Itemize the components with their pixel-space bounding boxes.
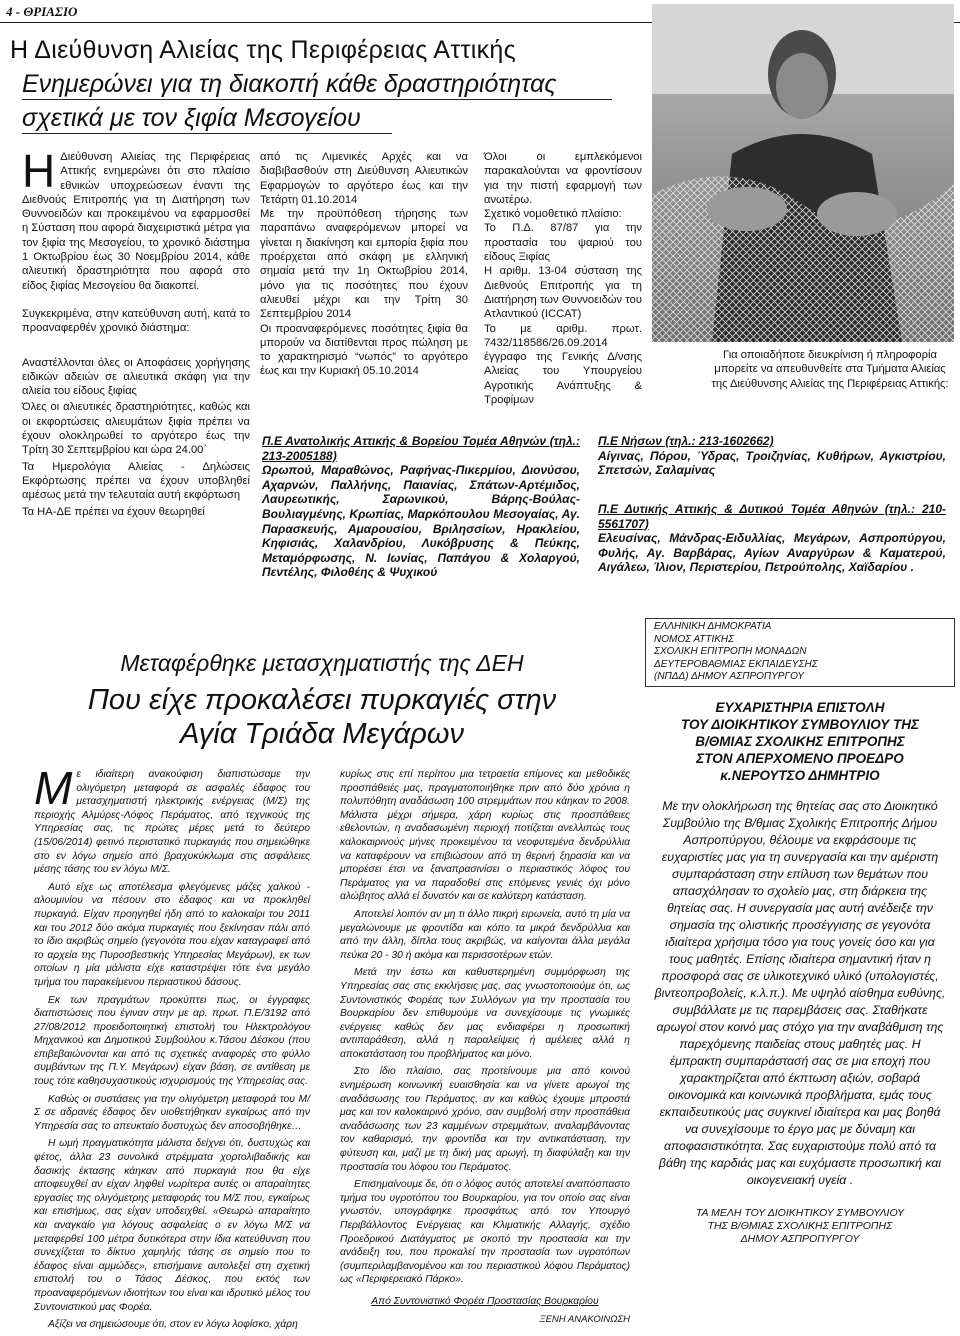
paragraph: Το με αριθμ. πρωτ. 7432/118586/26.09.2014 έγγραφο της Γενικής Δ/νσης Αλιείας του Υπουργείου Αγροτικής Ανάπτυξης & Τροφίμων xyxy=(484,322,642,407)
address-line: ΣΧΟΛΙΚΗ ΕΠΙΤΡΟΠΗ ΜΟΝΑΔΩΝ xyxy=(654,646,807,657)
signature-line: ΤΑ ΜΕΛΗ ΤΟΥ ΔΙΟΙΚΗΤΙΚΟΥ ΣΥΜΒΟΥΛΙΟΥ xyxy=(695,1206,905,1219)
paragraph: Όλες οι αλιευτικές δραστηριότητες, καθώς και οι εκφορτώσεις αλιευμάτων ξιφία πρέπει να έχουν ολοκληρωθεί το αργότερο έως την Τρίτη 30 Σεπτεμβρίου και ώρα 24.00΄ xyxy=(22,401,250,457)
letter-signature xyxy=(645,1207,955,1246)
dept-west xyxy=(598,502,946,575)
article2-kicker: Μεταφέρθηκε μετασχηματιστής της ΔΕΗ xyxy=(120,650,524,676)
address-line: ΕΛΛΗΝΙΚΗ ΔΗΜΟΚΡΑΤΙΑ xyxy=(654,621,772,632)
paragraph: Τα Ημερολόγια Αλιείας - Δηλώσεις Εκφόρτωσης πρέπει να έχουν υποβληθεί αμέσως μετά την τελευταία αυτή εκφόρτωση xyxy=(22,460,250,502)
paragraph: Για οποιαδήποτε διευκρίνιση ή πληροφορία μπορείτε να απευθυνθείτε στα Τμήματα Αλιείας της Διεύθυνσης Αλιείας της Περιφέρειας Αττικής: xyxy=(711,349,949,390)
dept-islands xyxy=(598,434,946,478)
paragraph: Σχετικό νομοθετικό πλαίσιο: xyxy=(484,208,622,221)
source-note: ΞΕΝΗ ΑΝΑΚΟΙΝΩΣΗ xyxy=(539,1313,630,1325)
paragraph: Οι προαναφερόμενες ποσότητες ξιφία θα μπορούν να διατίθενται προς πώληση με το χαρακτηρισμό “νωπός” το αργότερο έως και την Κυριακή 05.10.2014 xyxy=(260,322,468,378)
address-line: (ΝΠΔΔ) ΔΗΜΟΥ ΑΣΠΡΟΠΥΡΓΟΥ xyxy=(654,671,805,682)
letter-title xyxy=(645,699,955,784)
article1-column-1 xyxy=(22,145,250,527)
address-line: ΝΟΜΟΣ ΑΤΤΙΚΗΣ xyxy=(654,633,735,645)
fisherman-photo xyxy=(652,4,954,342)
article1-title: Η Διεύθυνση Αλιείας της Περιφέρειας Αττικής xyxy=(10,36,516,64)
article2-column-1 xyxy=(34,762,310,1336)
paragraph: Αυτό είχε ως αποτέλεσμα φλεγόμενες μάζες χαλκού - αλουμινίου να πέσουν στο έδαφος και να προκληθεί πυρκαγιά. Είχαν προηγηθεί ήδη από το καλοκαίρι του 2011 και του 2012 δύο ακόμα πυρκαγιές που ξεκίνησαν πάλι από το ίδιο ακριβώς σημείο (γεγονότα που είχαν καταγραφεί από το αρχεία της Πυροσβεστικής Υπηρεσίας Μεγάρων), εκ των οποίων η μία μάλιστα είχε καταστρέψει τότε ένα μεγάλο τμήμα του παρακείμενου περιαστικού δάσους. xyxy=(34,881,310,988)
article1-column-3 xyxy=(484,150,642,407)
dept-islands-areas: Αίγινας, Πόρου, Ύδρας, Τροιζηνίας, Κυθήρων, Αγκιστρίου, Σπετσών, Σαλαμίνας xyxy=(598,448,946,478)
dept-east-title: Π.Ε Ανατολικής Αττικής & Βορείου Τομέα Αθηνών (τηλ.: 213-2005188) xyxy=(262,434,580,463)
paragraph: Μετά την έστω και καθυστερημένη συμμόρφωση της Υπηρεσίας σας στις εκκλήσεις μας, σας γνωστοποιούμε ότι, ως Συντονιστικός Φορέας των Συλλόγων για την προστασία του Βουρκαρίου δεν επιθυμούμε να συνεχίσουμε τις γνωμικές ενέργειες καθώς δεν μας ενδιαφέρει η προσωπική αντιπαράθεση, αλλά η παραλείψεις ή αμέλειες αλλά η αποκατάσταση του προβλήματος και μόνο. xyxy=(340,967,630,1060)
article2-title xyxy=(12,683,632,751)
paragraph: Όλοι οι εμπλεκόμενοι παρακαλούνται να φροντίσουν για την πιστή εφαρμογή των ανωτέρω. xyxy=(484,151,642,206)
fisherman-illustration xyxy=(652,4,954,342)
article2-title-line-2: Αγία Τριάδα Μεγάρων xyxy=(179,718,464,750)
signature-line: ΤΗΣ Β/ΘΜΙΑΣ ΣΧΟΛΙΚΗΣ ΕΠΙΤΡΟΠΗΣ xyxy=(707,1219,893,1232)
drop-cap: Μ xyxy=(34,762,73,814)
dept-east-areas: Ωρωπού, Μαραθώνος, Ραφήνας-Πικερμίου, Διονύσου, Αχαρνών, Παλλήνης, Παιανίας, Σπάτων-Αρτέμιδος, Λαυρεωτικής, Σαρωνικού, Βάρης-Βούλας-Βουλιαγμένης, Κρωπίας, Μαρκόπουλου Μεσογαίας, Αγ. Παρασκευής, Αμαρουσίου, Βριλησσίων, Ηρακλείου, Κηφισιάς, Χαλανδρίου, Λυκόβρυσης & Πεύκης, Μεταμόρφωσης, Ν. Ιωνίας, Παπάγου & Χολαργού, Πεντέλης, Φιλοθέης & Ψυχικού xyxy=(262,463,580,580)
paragraph: Διεύθυνση Αλιείας της Περιφέρειας Αττικής ενημερώνει ότι στο πλαίσιο εθνικών υποχρεώσεων έναντι της Διεθνούς Επιτροπής για τη Διατήρηση των Θυννοειδών και προκειμένου να εφαρμοσθεί η Σύσταση που αφορά διαχειριστικά μέτρα για τον ξιφία της Μεσογείου, το χρονικό διάστημα 1 Οκτωβρίου έως 30 Νοεμβρίου 2014, κάθε αλιευτική δραστηριότητα που αφορά στο είδος ξιφίας Μεσογείου θα διακοπεί. xyxy=(22,151,250,292)
thank-you-letter xyxy=(645,618,955,1246)
paragraph: Αξίζει να σημειώσουμε ότι, στον εν λόγω λοφίσκο, χάρη xyxy=(48,1319,298,1331)
paragraph: Καθώς οι συστάσεις για την ολιγόμετρη μεταφορά του Μ/Σ σε αδρανές έδαφος δεν υιοθετήθηκαν εγκαίρως από την Υπηρεσία σας το απευκταίο δυστυχώς δεν αποσοβήθηκε… xyxy=(34,1093,310,1132)
article1-subtitle-1: Ενημερώνει για τη διακοπή κάθε δραστηριότητας xyxy=(22,70,612,100)
paragraph: Με την προϋπόθεση τήρησης των παραπάνω αναφερόμενων μπορεί να γίνεται η διακίνηση και εμπορία ξιφία που προέρχεται από σκάφη με ελληνική σημαία μετά την 1η Οκτωβρίου 2014, μόνο για τις ποσότητες που έχουν αλιευθεί μέχρι και την Τρίτη 30 Σεπτεμβρίου 2014 xyxy=(260,208,468,321)
paragraph: Η ωμή πραγματικότητα μάλιστα δείχνει ότι, δυστυχώς και φέτος, άλλα 23 συνολικά στρέμματα χορτολιβαδικής και δασικής έκτασης κάηκαν από πυρκαγιά που θα είχε αποφευχθεί αν είχαν ληφθεί νωρίτερα αυτές οι απαραίτητες εργασίες της ολιγόμετρης μεταφοράς του Μ/Σ που, εγκαίρως και επισήμως, σας είχαν υποδειχθεί. «Θεωρώ απαραίτητο και αναγκαίο για λόγους ασφαλείας ο εν λόγω Μ/Σ να μεταφερθεί 100 μέτρα δυτικότερα στην ίδια κατεύθυνση που συνεχίζεται το δίκτυο χαμηλής τάσης σε σημείο που το έδαφος είναι αμμώδες», επισήμαινε αυτολεξεί στη σχετική επιστολή του ο Τάσος Δέσκος, που εκτός των προαναφερόμενων ιδιοτήτων του είναι και ιδρυτικό μέλος του Συντονιστικού μας Φορέα. xyxy=(34,1138,310,1313)
letter-title-line: ΤΟΥ ΔΙΟΙΚΗΤΙΚΟΥ ΣΥΜΒΟΥΛΙΟΥ ΤΗΣ xyxy=(681,716,919,732)
letter-title-line: Β/ΘΜΙΑΣ ΣΧΟΛΙΚΗΣ ΕΠΙΤΡΟΠΗΣ xyxy=(695,733,905,749)
article2-title-line-1: Που είχε προκαλέσει πυρκαγιές στην xyxy=(87,684,557,716)
paragraph: Στο ίδιο πλαίσιο, σας προτείνουμε μια από κοινού ενημέρωση κοινωνική ευαισθησία και να γίνετε αρωγοί της αναδάσωσης του Περάματος, αν και καθώς έχουμε μπροστά μας και τον καλοκαιρινό χρόνο, σαν συμβολή στην προσπάθεια αναδάσωσης των 23 καμμένων στρεμμάτων, αναλαμβάνοντας τον καθαρισμό, την φροντίδα και την αντικατάσταση, την φύτευση και, μαζί με τη δική μας αρωγή, τη διαφύλαξη και την προστασία του λόφου του Περάματος. xyxy=(340,1066,630,1173)
paragraph: κυρίως στις επί περίπου μια τετραετία επίμονες και μεθοδικές προσπάθειές μας, πραγματοποιήθηκε πριν από δύο χρόνια η πολυπόθητη αναδάσωση 100 στρεμμάτων που κάηκαν το 2008. Μάλιστα μέχρι σήμερα, χάρη κυρίως στις προσπάθειες εθελοντών, η αναδασωμένη περιοχή ποτίζεται ανελλιπώς τους καλοκαιρινούς μήνες προκειμένου τα νεοφυτεμένα δενδρύλλια να καταφέρουν να επιβιώσουν από τη θερινή ξηρασία και να μπορέσει έτσι να ξαναπρασινίσει ο περιαστικός λόφος του Περάματος για να παραδοθεί στις επόμενες γενιές όχι μόνο αλώβητος αλλά εί δυνατόν και σε καλύτερη κατάσταση. xyxy=(340,769,630,903)
article1-column-4 xyxy=(710,348,950,391)
article2-column-2 xyxy=(340,768,630,1330)
paragraph: Αποτελεί λοιπόν αν μη τι άλλο πικρή ειρωνεία, αυτό τη μία να μεγαλώνουμε με φροντίδα και κόπο τα μικρά δενδρύλλια και από την άλλη, δίπλα τους ακριβώς, να καίγονται άλλα μεγάλα πεύκα 20 - 30 ή ακόμα και περισσοτέρων ετών. xyxy=(340,908,630,961)
paragraph: Εκ των πραγμάτων προκύπτει πως, οι έγγραφες διαπιστώσεις που έγιναν στην με αρ. πρωτ. Π.Ε/3192 από 27/08/2012 προειδοποιητική επιστολή του Ηλεκτρολόγου Μηχανικού και Δημοτικού Συμβούλου κ.Τάσου Δέσκου (που επιβεβαιώνονται και από τις σχετικές αναφορές στο φύλλο συμβάντων της Π.Υ. Μεγάρων) είχαν βάση, σε αντίθεση με τους τότε καθησυχαστικούς ισχυρισμούς της Υπηρεσίας σας. xyxy=(34,994,310,1088)
paragraph: Αναστέλλονται όλες οι Αποφάσεις χορήγησης ειδικών αδειών σε αλιευτικά σκάφη για την αλιεία του είδους ξιφίας xyxy=(22,356,250,398)
paragraph: Τα ΗΑ-ΔΕ πρέπει να έχουν θεωρηθεί xyxy=(22,505,205,518)
dept-west-areas: Ελευσίνας, Μάνδρας-Ειδυλλίας, Μεγάρων, Ασπροπύργου, Φυλής, Αγ. Βαρβάρας, Αγίων Αναργύρων & Καματερού, Αιγάλεω, Ίλιον, Περιστερίου, Πετρούπολης, Χαϊδαρίου . xyxy=(598,531,946,575)
page-number: 4 - ΘΡΙΑΣΙΟ xyxy=(6,4,78,19)
letter-body: Με την ολοκλήρωση της θητείας σας στο Διοικητικό Συμβούλιο της Β/θμιας Σχολικής Επιτροπής Δήμου Ασπροπύργου, θέλουμε να εκφράσουμε τις ευχαριστίες μας για τη συνεργασία και την αμέριστη συμπαράσταση στην επίλυση των θεμάτων που απασχόλησαν το σχολείο μας, στη διάρκεια της θητείας σας. Η συνεργασία μας αυτή ανέδειξε την σημασία της ολιστικής προσέγγισης σε γεγονότα ιδιαίτερα χρήσιμα τόσο για τους γονείς όσο και για τους μαθητές. Επίσης ιδιαίτερα σημαντική ήταν η προσφορά σας σε υλικοτεχνικό υλικό (υπολογιστές, βιντεοπροβολείς, κ.λ.π.). Με υψηλό αίσθημα ευθύνης, συμβάλλατε με τις παρεμβάσεις σας. Σταθήκατε αρωγοί στον κοινό μας στόχο για την αναβάθμιση της παρεχόμενης παιδείας στους μαθητές μας. Η έμπρακτη συμπαράστασή σας σε μια εποχή που χαρακτηρίζεται από έκπτωση αξιών, σοβαρά οικονομικά και κοινωνικά προβλήματα, εμάς τους εκπαιδευτικούς μας συγκινεί ιδιαίτερα και μας βοηθά να συνεχίσουμε το έργο μας με δύναμη και αποφασιστικότητα. Σας ευχαριστούμε πολύ από τα βάθη της καρδιάς μας και ευχόμαστε προσωπική και οικογενειακή υγεία . xyxy=(654,798,946,1187)
signature: Από Συντονιστικό Φορέα Προστασίας Βουρκαρίου xyxy=(371,1295,599,1307)
letter-title-line: κ.ΝΕΡΟΥΤΣΟ ΔΗΜΗΤΡΙΟ xyxy=(720,767,880,783)
dept-east xyxy=(262,434,580,580)
dept-west-title: Π.Ε Δυτικής Αττικής & Δυτικού Τομέα Αθηνών (τηλ.: 210-5561707) xyxy=(598,502,946,531)
letter-title-line: ΣΤΟΝ ΑΠΕΡΧΟΜΕΝΟ ΠΡΟΕΔΡΟ xyxy=(696,750,904,766)
paragraph: Συγκεκριμένα, στην κατεύθυνση αυτή, κατά το προαναφερθέν χρονικό διάστημα: xyxy=(22,307,250,335)
paragraph: Η αριθμ. 13-04 σύσταση της Διεθνούς Επιτροπής για τη Διατήρηση των Θυννοειδών του Ατλαντικού (ICCAT) xyxy=(484,265,642,321)
paragraph: ε ιδιαίτερη ανακούφιση διαπιστώσαμε την ολιγόμετρη μεταφορά σε ασφαλές έδαφος του μετασχηματιστή ηλεκτρικής ενέργειας (Μ/Σ) της περιοχής Αλμύρες-Λόφος Περάματος, από τεχνικούς της Υπηρεσίας σας, τις πρώτες μέρες μετά το δεύτερο (15/06/2014) φετινό περιστατικό πυρκαγιάς που σημειώθηκε στο εν λόγω σημείο από βραχυκύκλωμα στις ασφάλειες μέσης τάσης του εν λόγω Μ/Σ. xyxy=(34,769,310,876)
article1-subtitle-2: σχετικά με τον ξιφία Μεσογείου xyxy=(22,104,392,134)
letter-address-block xyxy=(645,618,955,687)
paragraph: Το Π.Δ. 87/87 για την προστασία του ψαριού του είδους Ξιφίας xyxy=(484,222,642,264)
signature-line: ΔΗΜΟΥ ΑΣΠΡΟΠΥΡΓΟΥ xyxy=(740,1232,860,1245)
article1-column-2 xyxy=(260,150,468,379)
paragraph: από τις Λιμενικές Αρχές και να διαβιβασθούν στη Διεύθυνση Αλιευτικών Εφαρμογών το αργότερο έως και την Τετάρτη 01.10.2014 xyxy=(260,151,468,206)
dept-islands-title: Π.Ε Νήσων (τηλ.: 213-1602662) xyxy=(598,434,774,448)
address-line: ΔΕΥΤΕΡΟΒΑΘΜΙΑΣ ΕΚΠΑΙΔΕΥΣΗΣ xyxy=(654,658,818,670)
drop-cap: Η xyxy=(22,145,56,197)
letter-title-line: ΕΥΧΑΡΙΣΤΗΡΙΑ ΕΠΙΣΤΟΛΗ xyxy=(715,699,885,715)
paragraph: Επισημαίνουμε δε, ότι ο λόφος αυτός αποτελεί αναπόσπαστο τμήμα του υγροτόπου του Βουρκαρίου, για τον οποίο σας είναι γνωστόν, υπογράφηκε προσφάτως από τον Υπουργό Περιβάλλοντος Ενέργειας και Κλιματικής Αλλαγής, σχέδιο Προεδρικού Διατάγματος με σκοπό την προστασία και την ανάδειξη του, που προκαλεί την προστασία των υγροτόπων (συμπεριλαμβανομένου και του περιαστικού λόφου Περάματος) ως «Περιφερειακό Πάρκο». xyxy=(340,1179,630,1286)
